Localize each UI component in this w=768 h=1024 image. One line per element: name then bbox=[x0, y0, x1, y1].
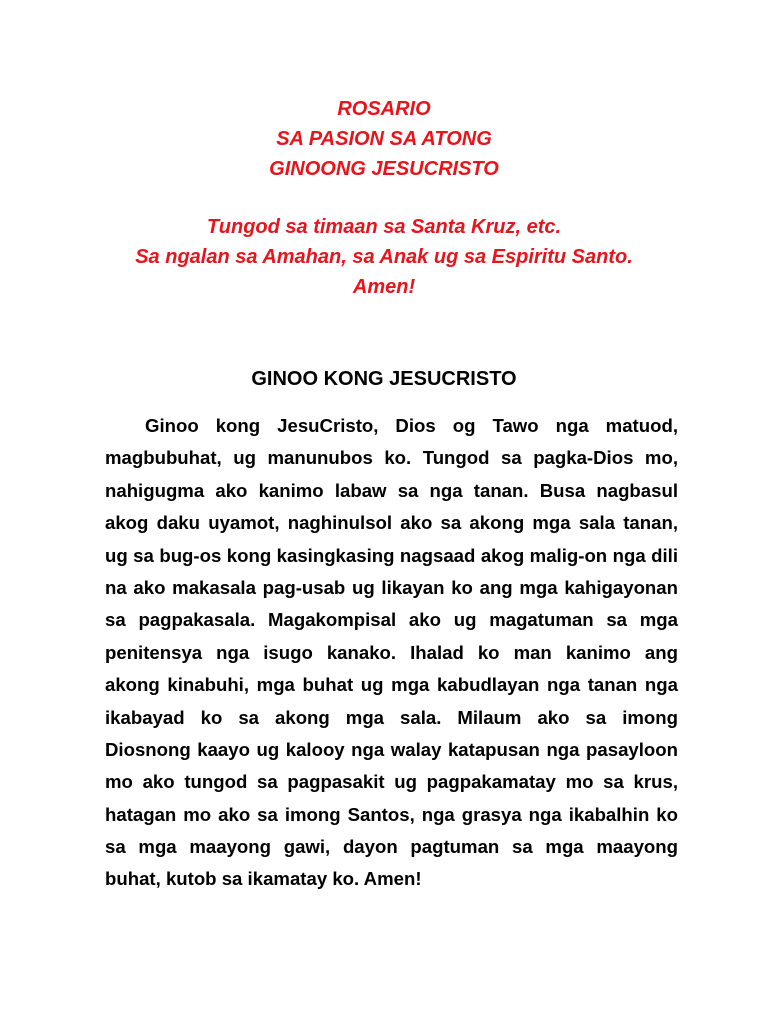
prayer-line: Ginoo kong JesuCristo, Dios og Tawo nga matuod, bbox=[145, 415, 678, 436]
prayer-line: akog daku uyamot, naghinulsol ako sa akong mga sala tanan, bbox=[105, 512, 678, 534]
prayer-line: ug sa bug-os kong kasingkasing nagsaad akog malig-on nga dili bbox=[105, 544, 678, 566]
prayer-line: buhat, kutob sa ikamatay ko. Amen! bbox=[105, 868, 422, 890]
prayer-line: nahigugma ako kanimo labaw sa nga tanan. Busa nagbasul bbox=[105, 479, 678, 501]
prayer-line: hatagan mo ako sa imong Santos, nga grasya nga ikabalhin ko bbox=[105, 803, 678, 825]
section-heading: GINOO KONG JESUCRISTO bbox=[251, 368, 517, 390]
prayer-line: sa pagpakasala. Magakompisal ako ug magatuman sa mga bbox=[105, 609, 678, 631]
prayer-line: penitensya nga isugo kanako. Ihalad ko man kanimo ang bbox=[105, 641, 678, 663]
instruction-line: Amen! bbox=[352, 276, 416, 298]
prayer-line: magbubuhat, ug manunubos ko. Tungod sa pagka-Dios mo, bbox=[105, 447, 678, 469]
prayer-line: sa mga maayong gawi, dayon pagtuman sa mga maayong bbox=[105, 836, 678, 858]
title-line: GINOONG JESUCRISTO bbox=[269, 158, 499, 180]
instruction-line: Tungod sa timaan sa Santa Kruz, etc. bbox=[206, 216, 562, 238]
prayer-line: akong kinabuhi, mga buhat ug mga kabudlayan nga tanan nga bbox=[105, 674, 678, 696]
instruction-line: Sa ngalan sa Amahan, sa Anak ug sa Espiritu Santo. bbox=[135, 246, 633, 268]
title-line: SA PASION SA ATONG bbox=[276, 128, 492, 150]
prayer-text bbox=[105, 410, 678, 896]
title-line: ROSARIO bbox=[337, 98, 431, 120]
prayer-line: ikabayad ko sa akong mga sala. Milaum ako sa imong bbox=[105, 706, 678, 728]
document-title bbox=[0, 94, 768, 184]
sign-of-cross-instruction bbox=[0, 212, 768, 302]
prayer-line: na ako makasala pag-usab ug likayan ko ang mga kahigayonan bbox=[105, 576, 678, 598]
prayer-line: Diosnong kaayo ug kalooy nga walay katapusan nga pasayloon bbox=[105, 738, 678, 760]
prayer-line: mo ako tungod sa pagpasakit ug pagpakamatay mo sa krus, bbox=[105, 771, 678, 793]
